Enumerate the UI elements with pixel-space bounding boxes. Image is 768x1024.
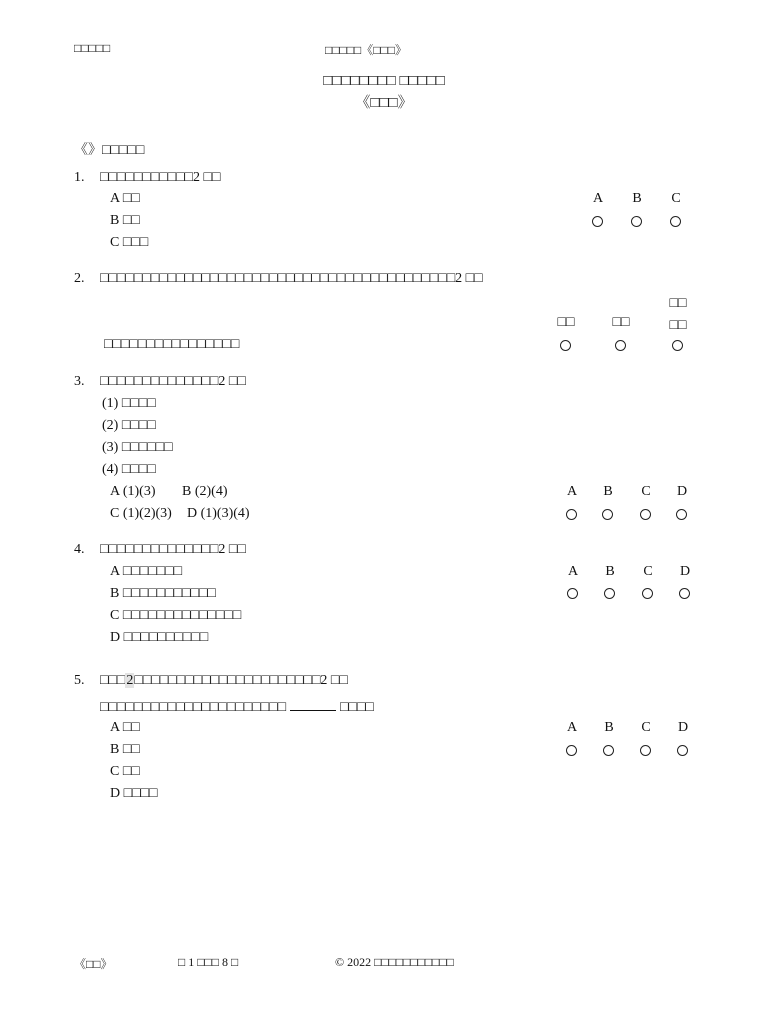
answer-label-b: B (632, 191, 642, 206)
question-subtext (100, 698, 374, 716)
question-text-end: □□□□□□□□□□□□□□□□□□□□□□2 □□ (134, 673, 348, 688)
subtext-start: □□□□□□□□□□□□□□□□□□□□□□ (100, 700, 287, 715)
option-a: A □□ (110, 191, 140, 206)
page-number: □ 1 □□□ 8 □ (178, 955, 239, 969)
option-b: B □□ (110, 742, 140, 757)
item-2: (2) □□□□ (102, 418, 156, 433)
answer-label-2: □□ (612, 315, 630, 330)
answer-label-c: C (641, 484, 651, 499)
question-text (100, 673, 348, 689)
question-statement: □□□□□□□□□□□□□□□□ (104, 337, 240, 352)
answer-label-b: B (604, 720, 614, 735)
option-a: A (1)(3) (110, 484, 156, 499)
option-c: C (1)(2)(3) (110, 506, 172, 521)
section-heading: 《》□□□□□ (74, 143, 145, 158)
radio-2[interactable] (615, 340, 626, 351)
item-1: (1) □□□□ (102, 396, 156, 411)
answer-label-3: □□ □□ (669, 296, 687, 333)
option-c: C □□ (110, 764, 140, 779)
option-c: C □□□□□□□□□□□□□□ (110, 608, 242, 623)
radio-a[interactable] (566, 745, 577, 756)
header-left: □□□□□ (74, 41, 111, 55)
fill-blank[interactable] (290, 698, 336, 711)
answer-label-c: C (643, 564, 653, 579)
radio-c[interactable] (642, 588, 653, 599)
option-b: B (2)(4) (182, 484, 228, 499)
answer-label-c: C (641, 720, 651, 735)
question-number: 5. (74, 673, 85, 688)
option-b: B □□□□□□□□□□□ (110, 586, 216, 601)
answer-label-d: D (676, 484, 688, 499)
answer-label-d: D (679, 564, 691, 579)
answer-label-a: A (592, 191, 604, 206)
answer-label-a: A (567, 564, 579, 579)
option-a: A □□□□□□□ (110, 564, 183, 579)
item-3: (3) □□□□□□ (102, 440, 173, 455)
radio-d[interactable] (676, 509, 687, 520)
option-a: A □□ (110, 720, 140, 735)
footer-left: 《□□》 (74, 957, 113, 971)
question-number: 2. (74, 271, 85, 286)
radio-a[interactable] (592, 216, 603, 227)
radio-b[interactable] (631, 216, 642, 227)
answer-label-c: C (671, 191, 681, 206)
radio-c[interactable] (640, 509, 651, 520)
question-text: □□□□□□□□□□□□□□2 □□ (100, 542, 246, 557)
answer-label-b: B (603, 484, 613, 499)
radio-c[interactable] (670, 216, 681, 227)
item-4: (4) □□□□ (102, 462, 156, 477)
question-text: □□□□□□□□□□□□□□2 □□ (100, 374, 246, 389)
radio-a[interactable] (566, 509, 577, 520)
radio-c[interactable] (640, 745, 651, 756)
answer-label-a: A (566, 484, 578, 499)
question-text: □□□□□□□□□□□□□□□□□□□□□□□□□□□□□□□□□□□□□□□□□□2 □□ (100, 271, 483, 286)
option-d: D □□□□ (110, 786, 158, 801)
question-number: 3. (74, 374, 85, 389)
answer-label-a: A (566, 720, 578, 735)
radio-3[interactable] (672, 340, 683, 351)
radio-d[interactable] (679, 588, 690, 599)
copyright: © 2022 □□□□□□□□□□□ (335, 955, 454, 969)
radio-b[interactable] (602, 509, 613, 520)
answer-label-1: □□ (557, 315, 575, 330)
question-text: □□□□□□□□□□□2 □□ (100, 170, 221, 185)
page-title: □□□□□□□□ □□□□□ (323, 73, 445, 89)
question-text-start: □□□ (100, 673, 126, 688)
option-d: D □□□□□□□□□□ (110, 630, 209, 645)
radio-d[interactable] (677, 745, 688, 756)
answer-label-b: B (605, 564, 615, 579)
radio-1[interactable] (560, 340, 571, 351)
option-d: D (1)(3)(4) (187, 506, 250, 521)
subtext-end: □□□□ (340, 700, 374, 715)
highlighted-number: 2 (126, 673, 134, 688)
radio-b[interactable] (603, 745, 614, 756)
option-c: C □□□ (110, 235, 149, 250)
question-number: 4. (74, 542, 85, 557)
page-subtitle: 《□□□》 (355, 95, 413, 111)
header-center: □□□□□《□□□》 (325, 43, 407, 57)
answer-label-d: D (677, 720, 689, 735)
option-b: B □□ (110, 213, 140, 228)
question-number: 1. (74, 170, 85, 185)
radio-a[interactable] (567, 588, 578, 599)
radio-b[interactable] (604, 588, 615, 599)
